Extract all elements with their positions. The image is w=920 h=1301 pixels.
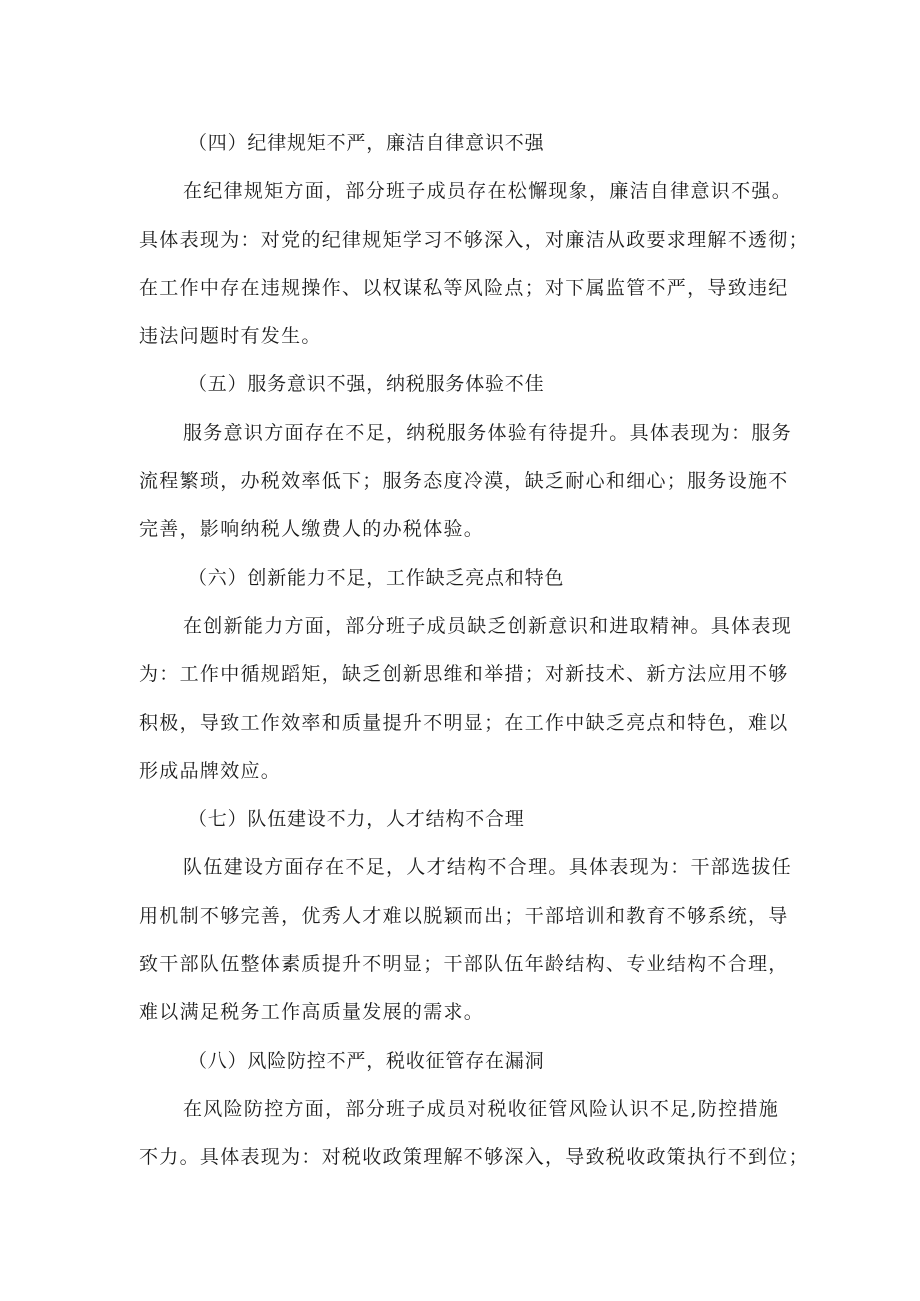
paragraph-line: 违法问题时有发生。 bbox=[139, 325, 322, 348]
paragraph-line: 用机制不够完善，优秀人才难以脱颖而出；干部培训和教育不够系统，导 bbox=[139, 904, 789, 927]
document-body bbox=[139, 119, 809, 1182]
section-heading: （四）纪律规矩不严，廉洁自律意识不强 bbox=[188, 132, 545, 154]
paragraph-line: 流程繁琐，办税效率低下；服务态度冷漠，缺乏耐心和细心；服务设施不 bbox=[139, 470, 789, 493]
paragraph-line: 致干部队伍整体素质提升不明显；干部队伍年龄结构、专业结构不合理， bbox=[139, 953, 789, 976]
section-heading: （七）队伍建设不力，人才结构不合理 bbox=[188, 808, 525, 831]
paragraph-line: 形成品牌效应。 bbox=[139, 759, 282, 782]
paragraph-line: 不力。具体表现为：对税收政策理解不够深入，导致税收政策执行不到位； bbox=[139, 1146, 809, 1169]
paragraph-line: 队伍建设方面存在不足，人才结构不合理。具体表现为：干部选拔任 bbox=[183, 856, 793, 879]
section-heading: （六）创新能力不足，工作缺乏亮点和特色 bbox=[188, 566, 565, 589]
paragraph-line: 服务意识方面存在不足，纳税服务体验有待提升。具体表现为：服务 bbox=[183, 421, 793, 444]
paragraph-line: 在纪律规矩方面，部分班子成员存在松懈现象，廉洁自律意识不强。 bbox=[183, 180, 793, 203]
paragraph-line: 难以满足税务工作高质量发展的需求。 bbox=[139, 1001, 485, 1024]
paragraph-line: 具体表现为：对党的纪律规矩学习不够深入，对廉洁从政要求理解不透彻； bbox=[139, 228, 809, 251]
section-heading: （八）风险防控不严，税收征管存在漏洞 bbox=[188, 1049, 545, 1072]
paragraph-line: 在风险防控方面，部分班子成员对税收征管风险认识不足,防控措施 bbox=[183, 1097, 780, 1120]
paragraph-line: 积极，导致工作效率和质量提升不明显；在工作中缺乏亮点和特色，难以 bbox=[139, 711, 789, 734]
paragraph-line: 在工作中存在违规操作、以权谋私等风险点；对下属监管不严，导致违纪 bbox=[139, 276, 789, 299]
paragraph-line: 为：工作中循规蹈矩，缺乏创新思维和举措；对新技术、新方法应用不够 bbox=[139, 663, 789, 686]
paragraph-line: 完善，影响纳税人缴费人的办税体验。 bbox=[139, 518, 485, 541]
section-heading: （五）服务意识不强，纳税服务体验不佳 bbox=[188, 373, 545, 396]
paragraph-line: 在创新能力方面，部分班子成员缺乏创新意识和进取精神。具体表现 bbox=[183, 614, 793, 637]
